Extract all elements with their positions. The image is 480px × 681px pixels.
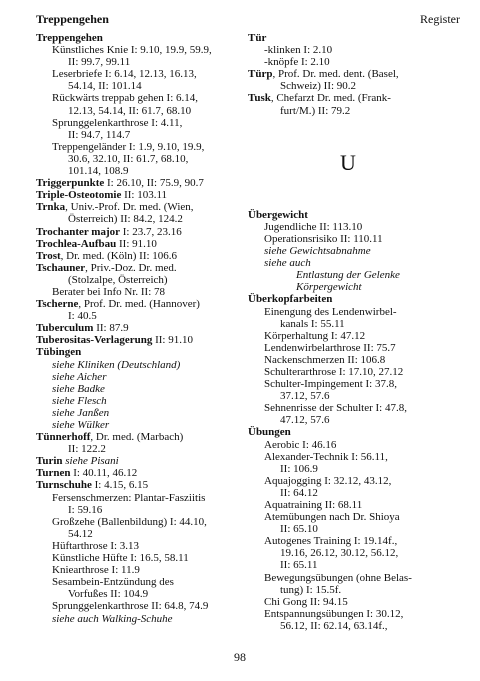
index-entry-term: Tünnerhoff xyxy=(36,431,91,444)
index-sub-entry: Schulterarthrose I: 17.10, 27.12 xyxy=(264,365,404,378)
index-continuation-line: Entlastung der Gelenke xyxy=(296,269,400,282)
index-sub-entry: Aquatraining II: 68.11 xyxy=(264,499,363,511)
index-sub-entry: Sehnenrisse der Schulter I: 47.8, xyxy=(264,402,407,415)
index-sub-entry: Autogenes Training I: 19.14f., xyxy=(264,535,398,548)
index-sub-entry: Fersenschmerzen: Plantar-Fasziitis xyxy=(52,491,206,504)
index-sub-entry: Sprunggelenkarthrose II: 64.8, 74.9 xyxy=(52,600,209,613)
index-sub-entry: Kniearthrose I: 11.9 xyxy=(52,564,140,577)
index-main-entry xyxy=(36,431,236,443)
index-main-entry xyxy=(36,298,236,310)
index-continuation-line: furt/M.) II: 79.2 xyxy=(280,104,351,117)
index-main-entry: Übergewicht xyxy=(248,208,308,221)
index-main-entry xyxy=(36,467,236,479)
index-sub-entry: Entspannungsübungen I: 30.12, xyxy=(264,607,404,620)
index-sub-entry: Nackenschmerzen II: 106.8 xyxy=(264,353,386,366)
index-entry-term: Trost xyxy=(36,249,61,262)
index-entry-term: Tusk xyxy=(248,92,271,105)
index-entry-locators: II: 103.11 xyxy=(121,189,168,202)
index-entry-term: Turnschuhe xyxy=(36,479,92,492)
index-continuation-line: I: 40.5 xyxy=(68,310,97,323)
running-head-section: Register xyxy=(420,12,460,26)
index-continuation-line: II: 65.11 xyxy=(280,559,318,572)
index-continuation-line: 37.12, 57.6 xyxy=(280,390,330,403)
index-sub-entry: Treppengeländer I: 1.9, 9.10, 19.9, xyxy=(52,140,205,153)
index-continuation-line: II: 106.9 xyxy=(280,462,318,475)
index-entry-term: Tuberositas-Verlagerung xyxy=(36,334,153,347)
index-main-entry: Überkopfarbeiten xyxy=(248,293,333,306)
index-sub-entry: Chi Gong II: 94.15 xyxy=(264,595,348,608)
index-continuation-line: II: 99.7, 99.11 xyxy=(68,56,131,69)
index-main-entry: Tür xyxy=(248,32,267,44)
index-entry-locators: , Dr. med. (Marbach) xyxy=(90,431,184,444)
index-sub-entry: Leserbriefe I: 6.14, 12.13, 16.13, xyxy=(52,68,197,81)
index-entry-locators: , Dr. med. (Köln) II: 106.6 xyxy=(60,249,178,262)
index-entry-locators: I: 4.15, 6.15 xyxy=(91,479,149,492)
index-entry-term: Triple-Osteotomie xyxy=(36,189,122,202)
index-cross-reference: siehe Badke xyxy=(52,382,105,395)
page-number: 98 xyxy=(234,650,246,664)
index-main-entry xyxy=(36,455,236,467)
index-sub-entry: -klinken I: 2.10 xyxy=(264,44,333,57)
index-sub-entry: Schulter-Impingement I: 37.8, xyxy=(264,378,397,391)
index-main-entry xyxy=(36,322,236,334)
index-continuation-line: Schweiz) II: 90.2 xyxy=(280,80,357,93)
index-cross-reference: siehe Gewichtsabnahme xyxy=(264,245,371,258)
index-entry-locators: I: 26.10, II: 75.9, 90.7 xyxy=(104,177,204,190)
index-continuation-line: 54.14, II: 101.14 xyxy=(68,80,142,93)
index-main-entry xyxy=(36,189,236,201)
index-entry-term: Triggerpunkte xyxy=(36,177,105,190)
index-entry-locators: , Priv.-Doz. Dr. med. xyxy=(85,261,177,274)
index-entry-term: Trochlea-Aufbau xyxy=(36,237,117,250)
index-group-t-continued xyxy=(248,32,448,117)
index-main-entry: Übungen xyxy=(248,426,291,439)
index-group-u xyxy=(248,209,448,632)
index-entry-locators: , Chefarzt Dr. med. (Frank- xyxy=(270,92,391,105)
index-sub-entry: Lendenwirbelarthrose II: 75.7 xyxy=(264,341,396,354)
index-continuation-line: 101.14, 108.9 xyxy=(68,165,129,178)
index-entry-term: Türp xyxy=(248,68,273,81)
index-sub-entry: Künstliches Knie I: 9.10, 19.9, 59.9, xyxy=(52,44,212,57)
running-head-title: Treppengehen xyxy=(36,12,109,26)
index-sub-entry: Aerobic I: 46.16 xyxy=(264,438,337,451)
index-main-entry xyxy=(36,226,236,238)
index-column-left xyxy=(36,32,236,625)
index-sub-entry: Aquajogging I: 32.12, 43.12, xyxy=(264,474,392,487)
index-sub-entry: -knöpfe I: 2.10 xyxy=(264,56,330,69)
index-entry-locators: II: 91.10 xyxy=(116,237,157,250)
index-cross-reference: siehe Kliniken (Deutschland) xyxy=(52,358,181,371)
index-sub-entry: Einengung des Lendenwirbel- xyxy=(264,305,397,318)
index-sub-entry: Berater bei Info Nr. II: 78 xyxy=(52,285,166,298)
index-entry-locators: , Prof. Dr. med. (Hannover) xyxy=(78,298,200,311)
index-continuation-line: (Stolzalpe, Österreich) xyxy=(68,273,168,286)
index-cross-reference: siehe auch Walking-Schuhe xyxy=(52,612,173,625)
index-continuation-line: II: 65.10 xyxy=(280,523,318,536)
index-main-entry xyxy=(248,68,448,80)
index-continuation-line: 54.12 xyxy=(68,527,93,540)
index-sub-entry: Großzehe (Ballenbildung) I: 44.10, xyxy=(52,515,207,528)
index-entry-locators: , Univ.-Prof. Dr. med. (Wien, xyxy=(65,201,194,214)
index-cross-reference: siehe Wülker xyxy=(52,419,110,431)
index-entry-locators: I: 40.11, 46.12 xyxy=(70,467,138,480)
index-continuation-line: I: 59.16 xyxy=(68,503,103,516)
index-continuation-line: kanals I: 55.11 xyxy=(280,317,345,330)
index-cross-reference: siehe Janßen xyxy=(52,406,110,419)
index-continuation-line: tung) I: 15.5f. xyxy=(280,583,342,596)
index-continuation-line: Österreich) II: 84.2, 124.2 xyxy=(68,213,183,226)
index-sub-entry: Künstliche Hüfte I: 16.5, 58.11 xyxy=(52,552,189,565)
index-entry-term: Tschauner xyxy=(36,261,86,274)
index-sub-entry: Körperhaltung I: 47.12 xyxy=(264,329,366,342)
index-sub-entry: Operationsrisiko II: 110.11 xyxy=(264,232,383,245)
index-entry-locators: , Prof. Dr. med. dent. (Basel, xyxy=(272,68,399,81)
index-main-entry xyxy=(248,92,448,104)
index-cross-reference: siehe Pisani xyxy=(62,455,119,468)
index-entry-locators: II: 91.10 xyxy=(152,334,193,347)
index-main-entry xyxy=(36,201,236,213)
index-continuation-line: 19.16, 26.12, 30.12, 56.12, xyxy=(280,547,399,560)
section-letter: U xyxy=(340,149,356,175)
index-sub-entry: Jugendliche II: 113.10 xyxy=(264,220,363,233)
index-continuation-line: 47.12, 57.6 xyxy=(280,414,330,427)
index-main-entry: Tübingen xyxy=(36,346,82,359)
index-cross-reference: siehe Flesch xyxy=(52,394,107,407)
index-entry-term: Trnka xyxy=(36,201,66,214)
index-continuation-line: Vorfußes II: 104.9 xyxy=(68,588,149,601)
index-main-entry xyxy=(36,334,236,346)
index-sub-entry: Rückwärts treppab gehen I: 6.14, xyxy=(52,92,199,105)
index-sub-entry: Sesambein-Entzündung des xyxy=(52,576,174,589)
index-continuation-line: 56.12, II: 62.14, 63.14f., xyxy=(280,619,388,632)
index-continuation-line: II: 94.7, 114.7 xyxy=(68,128,131,141)
index-sub-entry: Sprunggelenkarthrose I: 4.11, xyxy=(52,116,183,129)
index-column-right xyxy=(248,32,448,632)
index-main-entry xyxy=(36,238,236,250)
index-continuation-line: 12.13, 54.14, II: 61.7, 68.10 xyxy=(68,104,192,117)
index-entry-term: Tscherne xyxy=(36,298,79,311)
index-continuation-line: II: 122.2 xyxy=(68,443,106,456)
index-entry-locators: I: 23.7, 23.16 xyxy=(120,225,182,238)
index-main-entry xyxy=(36,262,236,274)
index-entry-term: Turin xyxy=(36,455,63,468)
index-main-entry xyxy=(36,479,236,491)
index-continuation-line: II: 64.12 xyxy=(280,486,318,499)
index-sub-entry: Atemübungen nach Dr. Shioya xyxy=(264,511,400,524)
index-continuation-line: Körpergewicht xyxy=(296,281,362,294)
index-main-entry xyxy=(36,177,236,189)
index-entry-term: Tuberculum xyxy=(36,322,94,335)
index-continuation-line: 30.6, 32.10, II: 61.7, 68.10, xyxy=(68,152,189,165)
index-main-entry xyxy=(36,250,236,262)
index-entry-term: Trochanter major xyxy=(36,225,121,238)
index-entry-term: Turnen xyxy=(36,467,71,480)
index-sub-entry: Alexander-Technik I: 56.11, xyxy=(264,450,388,463)
index-main-entry: Treppengehen xyxy=(36,32,103,44)
index-sub-entry: Bewegungsübungen (ohne Belas- xyxy=(264,571,412,584)
index-sub-entry: Hüftarthrose I: 3.13 xyxy=(52,539,140,552)
index-cross-reference: siehe Aicher xyxy=(52,370,107,383)
index-entry-locators: II: 87.9 xyxy=(93,322,129,335)
index-cross-reference: siehe auch xyxy=(264,257,311,270)
